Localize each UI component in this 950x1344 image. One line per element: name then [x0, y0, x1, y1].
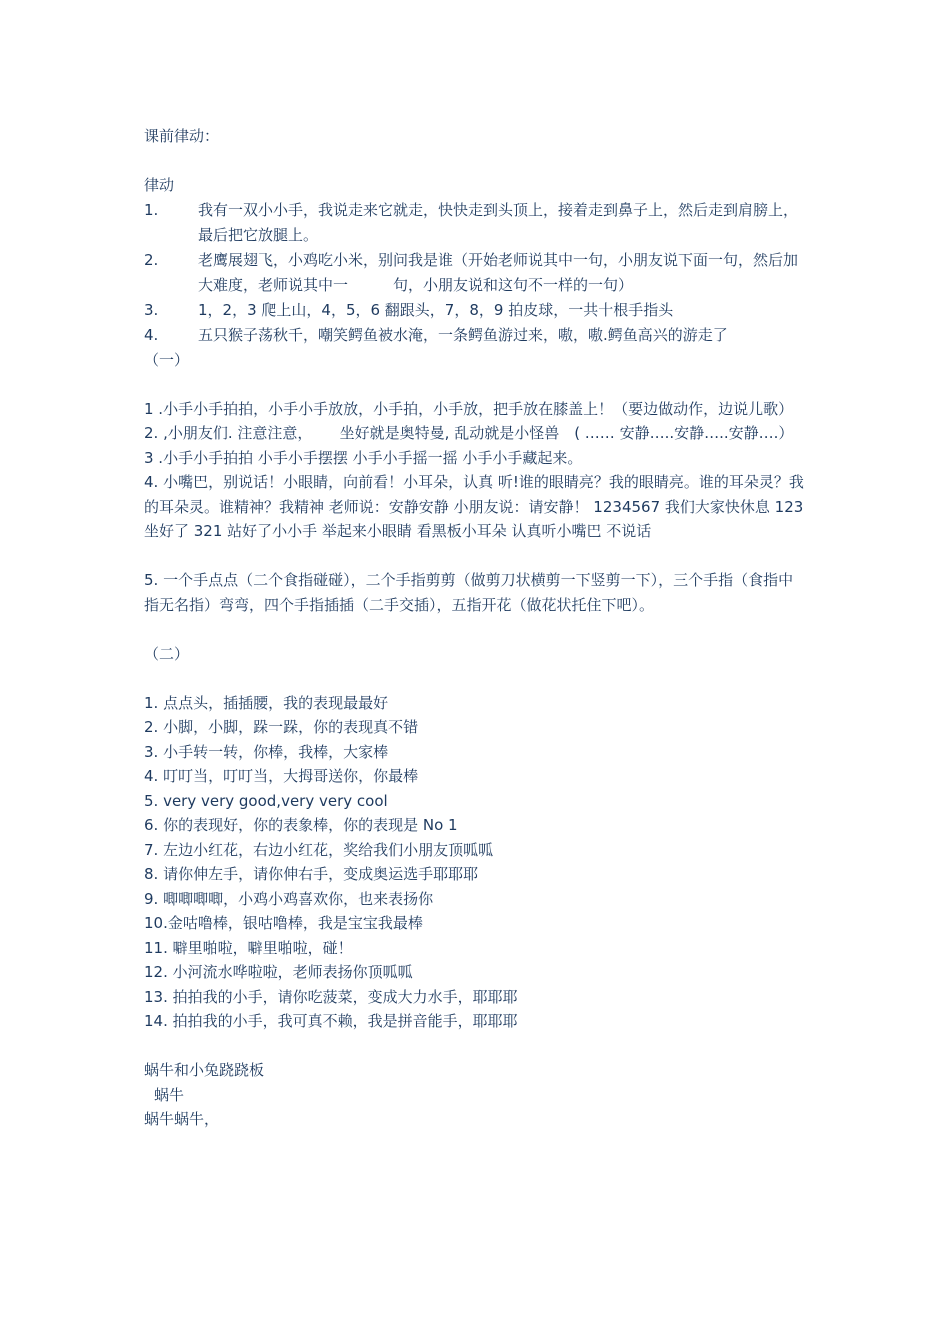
list-item: 2. 小脚，小脚，跺一跺，你的表现真不错: [144, 718, 419, 736]
list-item: 4. 小嘴巴，别说话！小眼睛，向前看！小耳朵，认真 听!谁的眼睛亮？我的眼睛亮。谁的耳朵灵？我的耳朵灵。谁精神？我精神 老师说：安静安静 小朋友说：请安静！ 1234567 我们大家快休息 123 坐好了 321 站好了小小手 举起来小眼睛 看黑板小耳朵 认真听小嘴巴 不说话: [144, 473, 804, 540]
list-item: 1. 点点头，插插腰，我的表现最最好: [144, 693, 389, 712]
list-item: 8. 请你伸左手，请你伸右手，变成奥运选手耶耶耶: [144, 865, 479, 883]
list-item: 7. 左边小红花，右边小红花，奖给我们小朋友顶呱呱: [144, 840, 494, 859]
list-item: [144, 323, 808, 348]
list-item: 4. 叮叮当，叮叮当，大拇哥送你，你最棒: [144, 767, 419, 785]
page-heading: 课前律动：: [144, 127, 220, 145]
spacer: [144, 372, 808, 397]
list-item: 2. ,小朋友们. 注意注意， 坐好就是奥特曼, 乱动就是小怪兽 ( …… 安静…..安静…..安静….）: [144, 424, 794, 442]
part1-list: [144, 397, 808, 618]
section-label-part1: （一）: [144, 350, 190, 369]
song-line: 蜗牛蜗牛，: [144, 1110, 220, 1128]
section-label-part2: （二）: [144, 644, 190, 663]
list-item: 14. 拍拍我的小手，我可真不赖，我是拼音能手，耶耶耶: [144, 1012, 518, 1030]
list-item: [144, 248, 808, 298]
rhythm-list: [144, 198, 808, 348]
part2-list: [144, 691, 808, 1034]
song-subtitle: 蜗牛: [154, 1085, 185, 1104]
item-text: 我有一双小小手，我说走来它就走，快快走到头顶上，接着走到鼻子上，然后走到肩膀上，最后把它放腿上。: [198, 200, 799, 244]
document-body: [144, 124, 808, 1132]
list-item: 1 .小手小手拍拍，小手小手放放，小手拍，小手放，把手放在膝盖上！（要边做动作，边说儿歌）: [144, 399, 794, 418]
item-number: 1.: [144, 200, 159, 219]
item-text: 五只猴子荡秋千，嘲笑鳄鱼被水淹，一条鳄鱼游过来，嗷，嗷.鳄鱼高兴的游走了: [198, 325, 728, 344]
item-text: 1，2，3 爬上山，4，5，6 翻跟头，7，8，9 拍皮球，一共十根手指头: [198, 300, 674, 319]
item-text: 老鹰展翅飞，小鸡吃小米，别问我是谁（开始老师说其中一句，小朋友说下面一句，然后加大难度，老师说其中一 句，小朋友说和这句不一样的一句）: [198, 250, 799, 294]
spacer: [144, 617, 808, 642]
list-item: 9. 唧唧唧唧，小鸡小鸡喜欢你，也来表扬你: [144, 889, 434, 908]
list-item: 5. very very good,very very cool: [144, 791, 388, 810]
song-title: 蜗牛和小兔跷跷板: [144, 1061, 265, 1079]
list-item: [144, 198, 808, 248]
spacer: [144, 1034, 808, 1059]
list-item: 11. 噼里啪啦，噼里啪啦，碰！: [144, 938, 353, 957]
spacer: [144, 544, 808, 569]
item-number: 3.: [144, 300, 159, 319]
list-item: 3 .小手小手拍拍 小手小手摆摆 小手小手摇一摇 小手小手藏起来。: [144, 448, 583, 467]
list-item: 6. 你的表现好，你的表象棒，你的表现是 No 1: [144, 816, 458, 834]
list-item: [144, 298, 808, 323]
spacer: [144, 666, 808, 691]
item-number: 4.: [144, 325, 159, 344]
list-item: 5. 一个手点点（二个食指碰碰），二个手指剪剪（做剪刀状横剪一下竖剪一下），三个手指（食指中指无名指）弯弯，四个手指插插（二手交插），五指开花（做花状托住下吧）。: [144, 571, 794, 614]
spacer: [144, 149, 808, 174]
list-item: 10.金咕噜棒，银咕噜棒，我是宝宝我最棒: [144, 914, 423, 932]
section-label-rhythm: 律动: [144, 176, 175, 194]
list-item: 13. 拍拍我的小手，请你吃菠菜，变成大力水手，耶耶耶: [144, 987, 518, 1006]
list-item: 3. 小手转一转，你棒，我棒，大家棒: [144, 742, 389, 761]
item-number: 2.: [144, 250, 159, 269]
list-item: 12. 小河流水哗啦啦，老师表扬你顶呱呱: [144, 963, 413, 981]
